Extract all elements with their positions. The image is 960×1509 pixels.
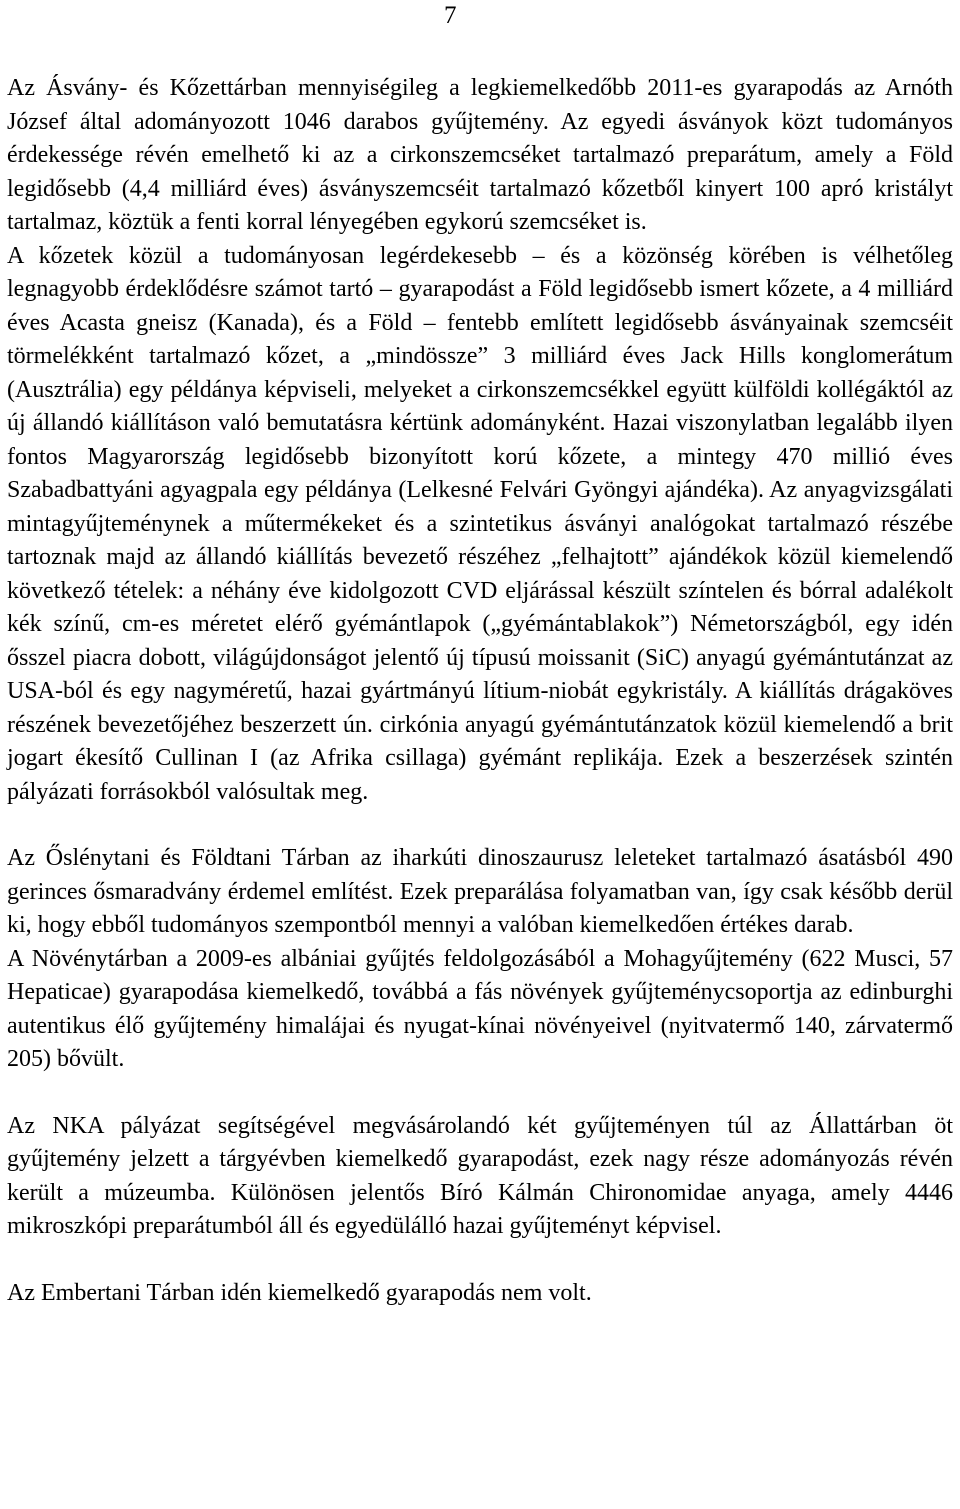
document-body [7, 72, 953, 1310]
paragraph-paleontology: Az Őslénytani és Földtani Tárban az iharkúti dinoszaurusz leleteket tartalmazó ásatásból 490 gerinces ősmaradvány érdemel említést. Ezek preparálása folyamatban van, így csak később derül ki, hogy ebből tudományos szempontból mennyi a valóban kiemelkedően értékes darab. [7, 845, 953, 938]
page-number: 7 [444, 2, 457, 29]
paragraph-botany: A Növénytárban a 2009-es albániai gyűjtés feldolgozásából a Mohagyűjtemény (622 Musci, 57 Hepaticae) gyarapodása kiemelkedő, továbbá a fás növények gyűjteménycsoportja az edinburghi autentikus élő gyűjtemény himalájai és nyugat-kínai növényeivel (nyitvatermő 140, zárvatermő 205) bővült. [7, 945, 953, 1072]
paragraph-anthropology: Az Embertani Tárban idén kiemelkedő gyarapodás nem volt. [7, 1279, 592, 1306]
paragraph-rock-acquisitions: A kőzetek közül a tudományosan legérdekesebb – és a közönség körében is vélhetőleg legnagyobb érdeklődésre számot tartó – gyarapodást a Föld legidősebb ismert kőzete, a 4 milliárd éves Acasta gneisz (Kanada), és a Föld – fentebb említett legidősebb ásványainak szemcséit törmelékként tartalmazó kőzet, a „mindössze” 3 milliárd éves Jack Hills konglomerátum (Ausztrália) egy példánya képviseli, melyeket a cirkonszemcsékkel együtt külföldi kollégáktól az új állandó kiállításon való bemutatásra kértünk adományként. Hazai viszonylatban legalább ilyen fontos Magyarország legidősebb bizonyított korú kőzete, a mintegy 470 millió éves Szabadbattyáni agyagpala egy példánya (Lelkesné Felvári Gyöngyi ajándéka). Az anyagvizsgálati mintagyűjteménynek a műtermékeket és a szintetikus ásványi analógokat tartalmazó részébe tartoznak majd az állandó kiállítás bevezető részéhez „felhajtott” ajándékok közül kiemelendő következő tételek: a néhány éve kidolgozott CVD eljárással készült színtelen és bórral adalékolt kék színű, cm-es méretet elérő gyémántlapok („gyémántablakok”) Németországból, egy idén ősszel piacra dobott, világújdonságot jelentő új típusú moissanit (SiC) anyagú gyémántutánzat az USA-ból és egy nagyméretű, hazai gyártmányú lítium-niobát egykristály. A kiállítás drágaköves részének bevezetőjéhez beszerzett ún. cirkónia anyagú gyémántutánzatok közül kiemelendő a brit jogart ékesítő Cullinan I (az Afrika csillaga) gyémánt replikája. Ezek a beszerzések szintén pályázati forrásokból valósultak meg. [7, 242, 953, 805]
paragraph-mineral-collection: Az Ásvány- és Kőzettárban mennyiségileg a legkiemelkedőbb 2011-es gyarapodás az Arnóth József által adományozott 1046 darabos gyűjtemény. Az egyedi ásványok közt tudományos érdekessége révén emelhető ki az a cirkonszemcséket tartalmazó preparátum, amely a Föld legidősebb (4,4 milliárd éves) ásványszemcséit tartalmazó kőzetből kinyert 100 apró kristályt tartalmaz, köztük a fenti korral lényegében egykorú szemcséket is. [7, 75, 953, 235]
paragraph-zoology: Az NKA pályázat segítségével megvásárolandó két gyűjteményen túl az Állattárban öt gyűjtemény jelzett a tárgyévben kiemelkedő gyarapodást, ezek nagy része adományozás révén került a múzeumba. Különösen jelentős Bíró Kálmán Chironomidae anyaga, amely 4446 mikroszkópi preparátumból áll és egyedülálló hazai gyűjteményt képvisel. [7, 1112, 953, 1239]
